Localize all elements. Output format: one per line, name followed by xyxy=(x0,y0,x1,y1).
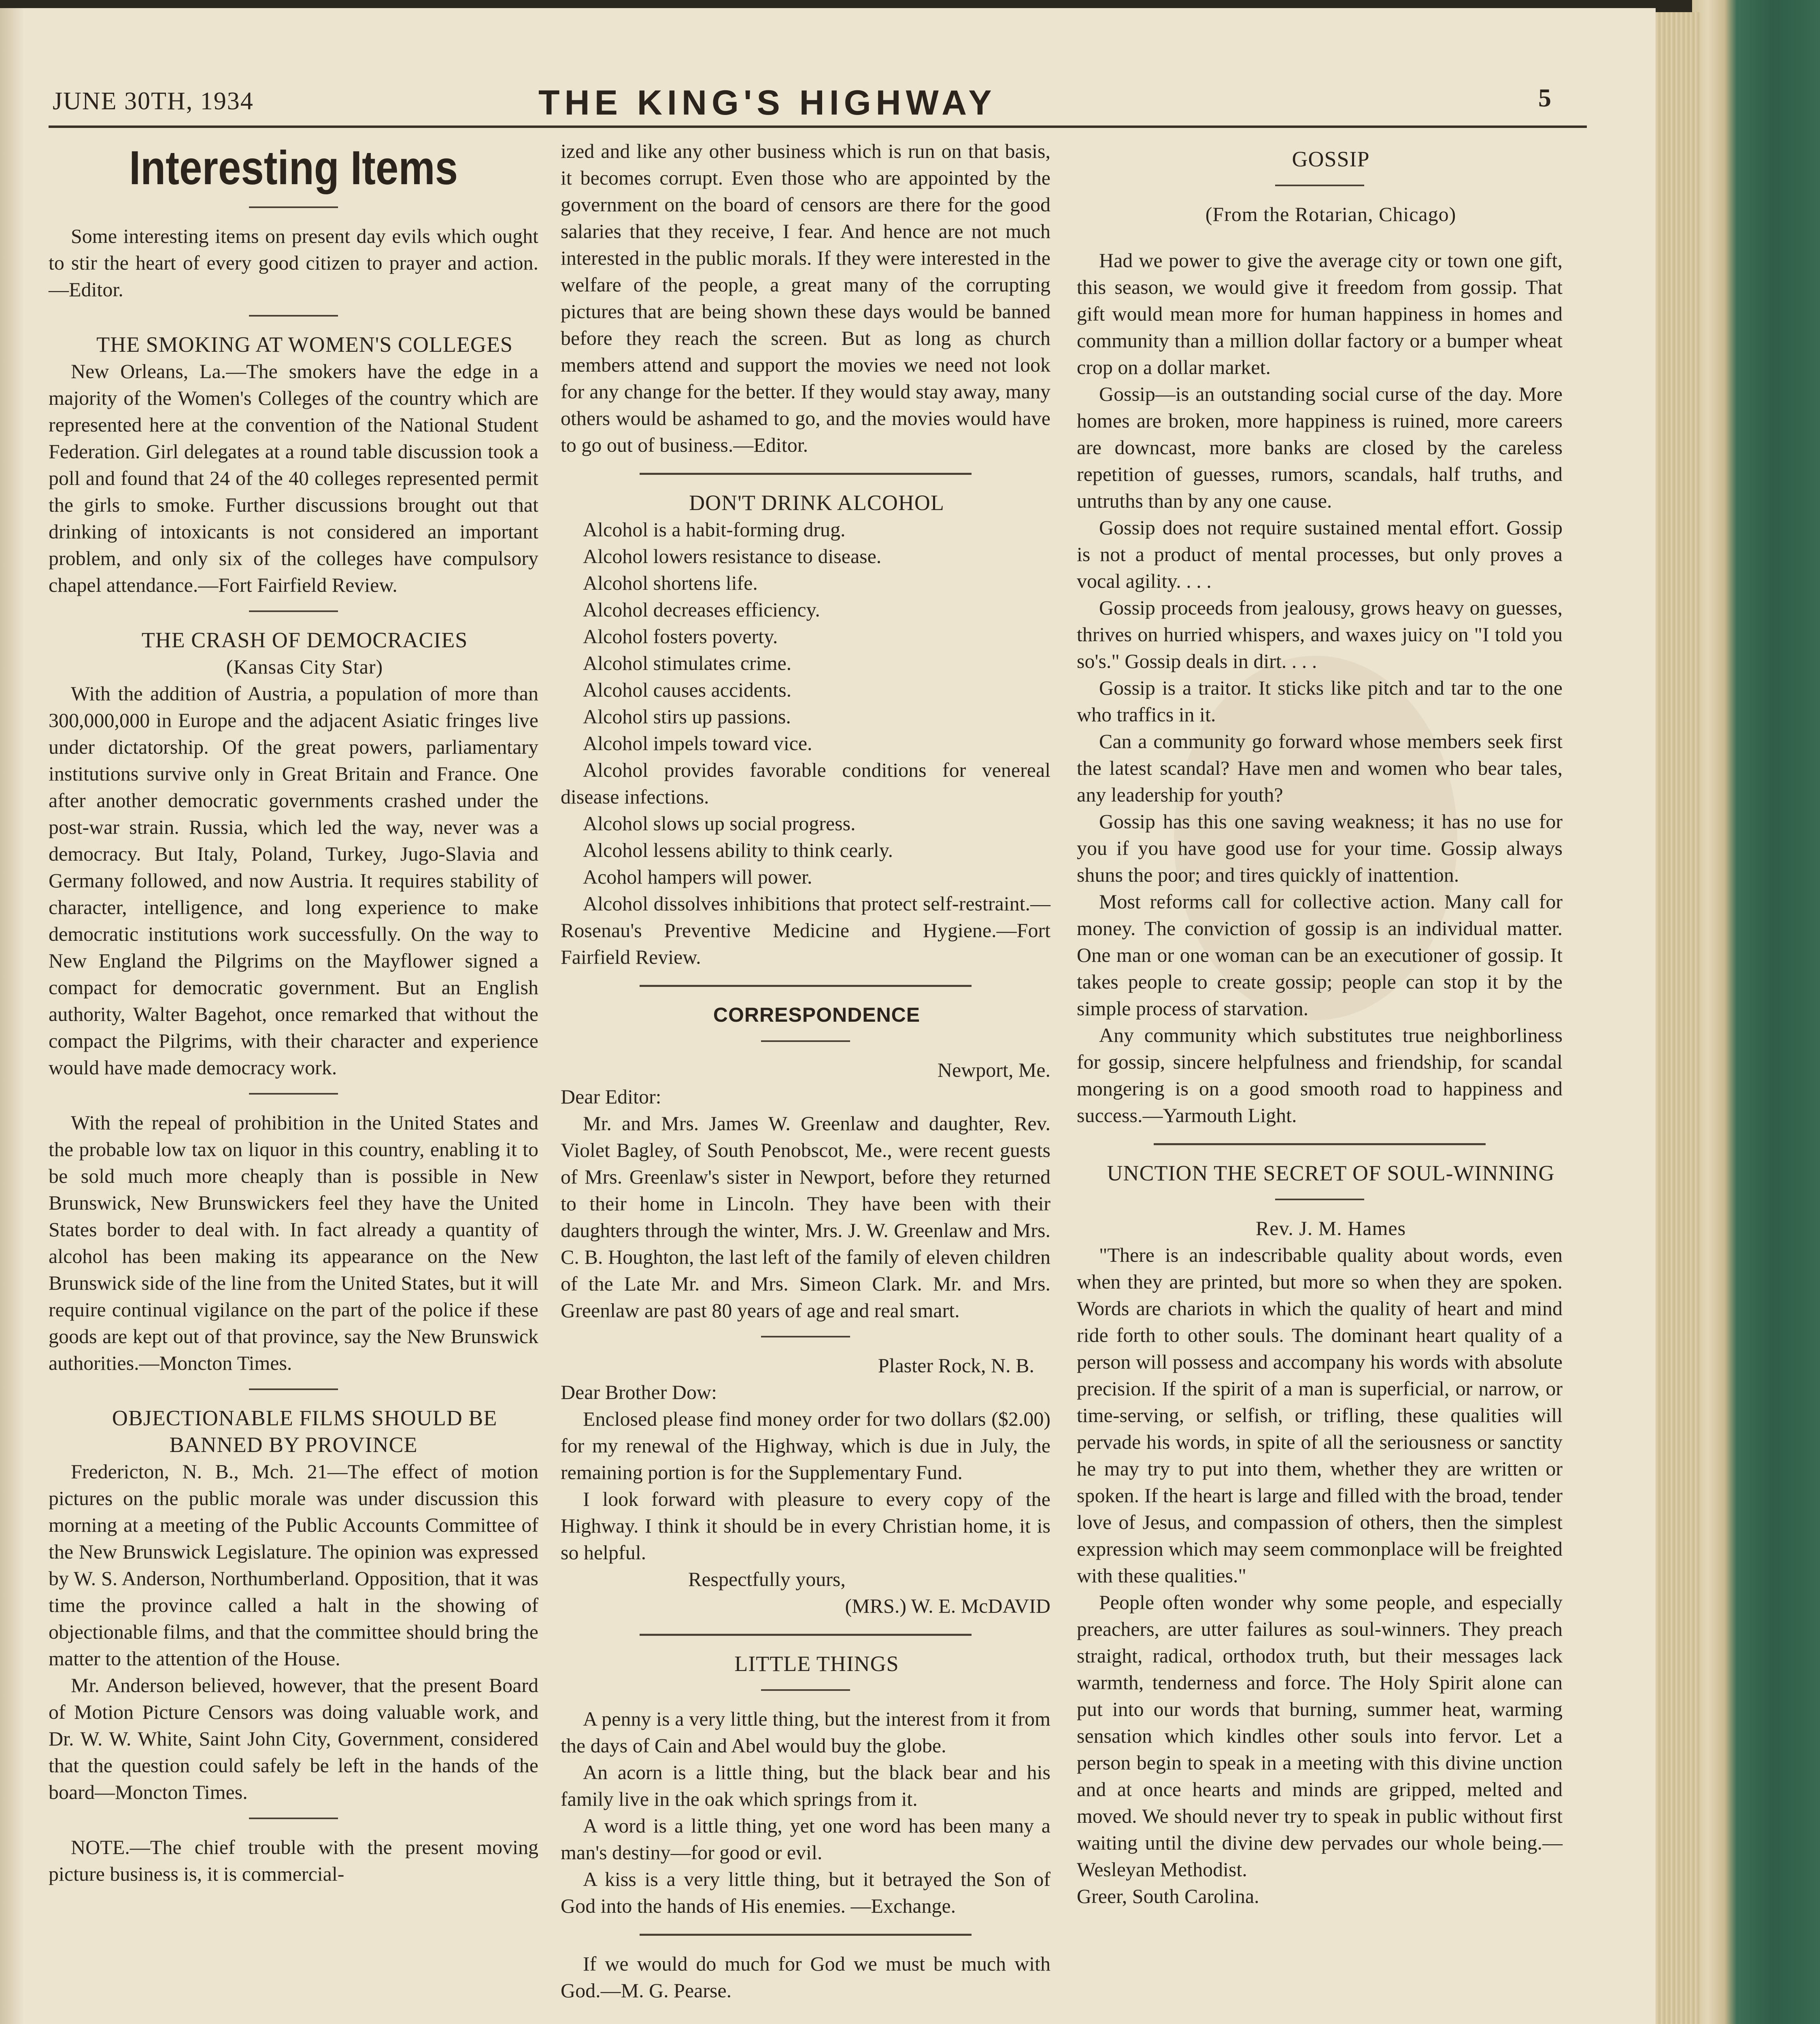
article-text: A word is a little thing, yet one word has been many a man's destiny—for good or evil. xyxy=(561,1814,1050,1864)
divider xyxy=(249,206,338,208)
article-heading: THE CRASH OF DEMOCRACIES xyxy=(141,628,468,652)
article-text: Gossip is a traitor. It sticks like pitch and tar to the one who traffics in it. xyxy=(1077,676,1563,726)
section-title: Interesting Items xyxy=(129,141,458,195)
quote-text: If we would do much for God we must be much with God.—M. G. Pearse. xyxy=(561,1952,1050,2002)
article-text: Gossip does not require sustained mental effort. Gossip is not a product of mental processes, but only proves a vocal agility. . . . xyxy=(1077,516,1563,592)
divider xyxy=(1275,1199,1364,1200)
alcohol-line: Alcohol is a habit-forming drug. xyxy=(583,518,846,541)
letter-place: Plaster Rock, N. B. xyxy=(878,1354,1034,1377)
spacer xyxy=(1077,227,1563,247)
alcohol-line: Alcohol fosters poverty. xyxy=(583,625,778,648)
alcohol-line: Acohol hampers will power. xyxy=(583,865,812,888)
header-rule xyxy=(49,125,1587,128)
article-heading: UNCTION THE SECRET OF SOUL-WINNING xyxy=(1107,1161,1555,1185)
letter-body: Mr. and Mrs. James W. Greenlaw and daughter, Rev. Violet Bagley, of South Penobscot, Me., were recent guests of Mrs. Greenlaw's sister in Newport, before they returned to their home in Lincoln. They have been with their daughters through the winter, Mrs. J. W. Greenlaw and Mrs. C. B. Houghton, the last left of the family of eleven children of the Late Mr. and Mrs. Simeon Clark. Mr. and Mrs. Greenlaw are past 80 years of age and real smart. xyxy=(561,1112,1050,1322)
article-author: Rev. J. M. Hames xyxy=(1255,1217,1406,1239)
article-text: An acorn is a little thing, but the black bear and his family live in the oak which springs from it. xyxy=(561,1761,1050,1810)
article-text: Can a community go forward whose members seek first the latest scandal? Have men and women who bear tales, any leadership for youth? xyxy=(1077,730,1563,806)
divider xyxy=(1275,185,1364,186)
divider xyxy=(249,610,338,612)
letter-place: Newport, Me. xyxy=(937,1059,1050,1081)
alcohol-line: Alcohol provides favorable conditions for venereal disease infections. xyxy=(561,759,1050,808)
editor-note-continued: ized and like any other business which is run on that basis, it becomes corrupt. Even those who are appointed by the government on the board of censors are there for the good salaries that they receive, I fear. And hence are not much interested in the public morals. If they were interested in the welfare of the people, a great many of the corrupting pictures that are being shown these days would be banned before they reach the screen. But as long as church members attend and support the movies we need not look for any change for the better. If they would stay away, many others would be ashamed to go, and the movies would have to go out of business.—Editor. xyxy=(561,140,1050,456)
divider xyxy=(761,1689,850,1691)
divider xyxy=(640,985,972,987)
article-text: Mr. Anderson believed, however, that the present Board of Motion Picture Censors was doing valuable work, and Dr. W. W. White, Saint John City, Government, considered that the question could safely be left in the hands of the board—Moncton Times. xyxy=(49,1674,538,1803)
article-text: New Orleans, La.—The smokers have the edge in a majority of the Women's Colleges of the country which are represented here at the convention of the National Student Federation. Girl delegates at a round table discussion took a poll and found that 24 of the 40 colleges represented permit the girls to smoke. Further discussions brought out that drinking of intoxicants is not considered an important problem, and only six of the colleges have compulsory chapel attendance.—Fort Fairfield Review. xyxy=(49,360,538,596)
article-source: (Kansas City Star) xyxy=(226,655,383,678)
divider xyxy=(249,1818,338,1819)
article-text: Gossip has this one saving weakness; it has no use for you if you have good use for your time. Gossip always shuns the poor; and tires quickly of inattention. xyxy=(1077,810,1563,886)
alcohol-line: Alcohol decreases efficiency. xyxy=(583,598,820,621)
divider xyxy=(249,1388,338,1390)
intro-text: Some interesting items on present day evils which ought to stir the heart of every good citizen to prayer and action.—Editor. xyxy=(49,225,538,301)
letter-closing: Respectfully yours, xyxy=(688,1568,846,1590)
divider xyxy=(249,1093,338,1095)
alcohol-line: Alcohol causes accidents. xyxy=(583,678,792,701)
letter-signature: (MRS.) W. E. McDAVID xyxy=(845,1595,1050,1617)
column-1 xyxy=(49,138,538,1887)
article-text: Fredericton, N. B., Mch. 21—The effect of motion pictures on the public morale was under discussion this morning at a meeting of the Public Accounts Committee of the New Brunswick Legislature. The opinion was expressed by W. S. Anderson, Northumberland. Opposition, that it was time the province called a halt in the showing of objectionable films, and that the committee should bring the matter to the attention of the House. xyxy=(49,1460,538,1670)
article-text: Any community which substitutes true neighborliness for gossip, sincere helpfulness and friendship, for scandal mongering is on a good smooth road to happiness and success.—Yarmouth Light. xyxy=(1077,1024,1563,1127)
article-text: Gossip—is an outstanding social curse of the day. More homes are broken, more happiness is ruined, more careers are downcast, more banks are closed by the careless repetition of guesses, rumors, scandals, half truths, and untruths than by any one cause. xyxy=(1077,383,1563,512)
divider xyxy=(640,1634,972,1636)
article-text: A penny is a very little thing, but the interest from it from the days of Cain and Abel would buy the globe. xyxy=(561,1707,1050,1757)
article-heading: CORRESPONDENCE xyxy=(713,1003,921,1026)
article-text: With the addition of Austria, a population of more than 300,000,000 in Europe and the adjacent Asiatic fringes live under dictatorship. Of the great powers, parliamentary institutions survive only in Great Britain and France. One after another democratic governments crashed under the post-war strain. Russia, which led the way, never was a democracy. But Italy, Poland, Turkey, Jugo-Slavia and Germany followed, and now Austria. It requires stability of character, intelligence, and long experience to make democratic institutions work successfully. On the way to New England the Pilgrims on the Mayflower signed a compact for democratic government. But an English authority, Walter Bagehot, once remarked that without the compact the Pilgrims, with their character and experience would have made democracy work. xyxy=(49,682,538,1079)
column-2 xyxy=(561,138,1050,2004)
newspaper-page xyxy=(0,8,1656,2024)
article-text: Had we power to give the average city or town one gift, this season, we would give it freedom from gossip. That gift would mean more for human happiness in homes and community than a million dollar factory or a bumper wheat crop on a dollar market. xyxy=(1077,249,1563,378)
divider xyxy=(249,315,338,317)
letter-salutation: Dear Brother Dow: xyxy=(561,1381,717,1403)
divider xyxy=(640,1934,972,1936)
article-heading: GOSSIP xyxy=(1292,147,1370,171)
alcohol-line: Alcohol lowers resistance to disease. xyxy=(583,545,882,568)
divider xyxy=(761,1336,850,1337)
article-text: With the repeal of prohibition in the United States and the probable low tax on liquor in this country, enabling it to be sold much more cheaply than is possible in New Brunswick, New Brunswickers feel they have the United States border to deal with. In fact already a quantity of alcohol has been making its appearance on the New Brunswick side of the line from the United States, but it will require continual vigilance on the part of the police if these goods are kept out of that province, say the New Brunswick authorities.—Moncton Times. xyxy=(49,1111,538,1374)
letter-body: I look forward with pleasure to every copy of the Highway. I think it should be in every Christian home, it is so helpful. xyxy=(561,1488,1050,1564)
article-text: Most reforms call for collective action. Many call for money. The conviction of gossip is an individual matter. One man or one woman can be an executioner of gossip. It takes people to create gossip; people can stop it by the simple process of starvation. xyxy=(1077,890,1563,1020)
alcohol-line: Alcohol stirs up passions. xyxy=(583,705,791,728)
alcohol-line: Alcohol impels toward vice. xyxy=(583,732,812,755)
article-heading: LITTLE THINGS xyxy=(734,1652,899,1676)
letter-body: Enclosed please find money order for two dollars ($2.00) for my renewal of the Highway, which is due in July, the remaining portion is for the Supplementary Fund. xyxy=(561,1407,1050,1484)
divider xyxy=(640,473,972,475)
book-cover-edge xyxy=(1692,0,1820,2024)
alcohol-line: Alcohol slows up social progress. xyxy=(583,812,856,835)
letter-salutation: Dear Editor: xyxy=(561,1085,661,1108)
article-heading: OBJECTIONABLE FILMS SHOULD BE BANNED BY PROVINCE xyxy=(112,1406,498,1457)
article-location: Greer, South Carolina. xyxy=(1077,1885,1259,1907)
article-text: A kiss is a very little thing, but it betrayed the Son of God into the hands of His enemies. —Exchange. xyxy=(561,1868,1050,1917)
article-heading: THE SMOKING AT WOMEN'S COLLEGES xyxy=(96,332,513,357)
alcohol-line: Alcohol stimulates crime. xyxy=(583,652,792,674)
article-heading: DON'T DRINK ALCOHOL xyxy=(689,491,944,515)
article-text: Gossip proceeds from jealousy, grows heavy on guesses, thrives on hurried whispers, and waxes juicy on "I told you so's." Gossip deals in dirt. . . . xyxy=(1077,596,1563,672)
alcohol-line: Alcohol dissolves inhibitions that protect self-restraint.—Rosenau's Preventive Medicine and Hygiene.—Fort Fairfield Review. xyxy=(561,892,1050,968)
header-title: THE KING'S HIGHWAY xyxy=(538,83,997,122)
header-date: JUNE 30TH, 1934 xyxy=(53,87,254,115)
header-page-number: 5 xyxy=(1538,83,1551,112)
column-3 xyxy=(1077,146,1563,1909)
alcohol-line: Alcohol shortens life. xyxy=(583,572,758,594)
editor-note: NOTE.—The chief trouble with the present moving picture business is, it is commercial- xyxy=(49,1836,538,1885)
article-text: "There is an indescribable quality about words, even when they are printed, but more so when they are spoken. Words are chariots in which the quality of heart and mind ride forth to other souls. The dominant heart quality of a person will possess and accompany his words with absolute precision. If the spirit of a man is superficial, or narrow, or time-serving, or selfish, or trifling, these qualities will pervade his words, in spite of all the seriousness or sanctity he may try to put into them, whether they are written or spoken. If the heart is large and filled with the broad, tender love of Jesus, and compassion of others, then the simplest expression which may seem commonplace will be freighted with these qualities." xyxy=(1077,1244,1563,1587)
article-text: People often wonder why some people, and especially preachers, are utter failures as soul-winners. They preach straight, radical, orthodox truth, but their messages lack warmth, tenderness and force. The Holy Spirit alone can put into our words that burning, summer heat, warming sensation which kindles other souls into fervor. Let a person begin to speak in a meeting with this divine unction and at once hearts and minds are gripped, melted and moved. We should never try to speak in public without first waiting until the divine dew pervades our whole being.—Wesleyan Methodist. xyxy=(1077,1591,1563,1881)
divider xyxy=(1154,1143,1486,1145)
article-source: (From the Rotarian, Chicago) xyxy=(1205,203,1456,225)
binding-gutter xyxy=(0,8,24,2024)
divider xyxy=(761,1040,850,1042)
alcohol-line: Alcohol lessens ability to think cearly. xyxy=(583,839,893,861)
